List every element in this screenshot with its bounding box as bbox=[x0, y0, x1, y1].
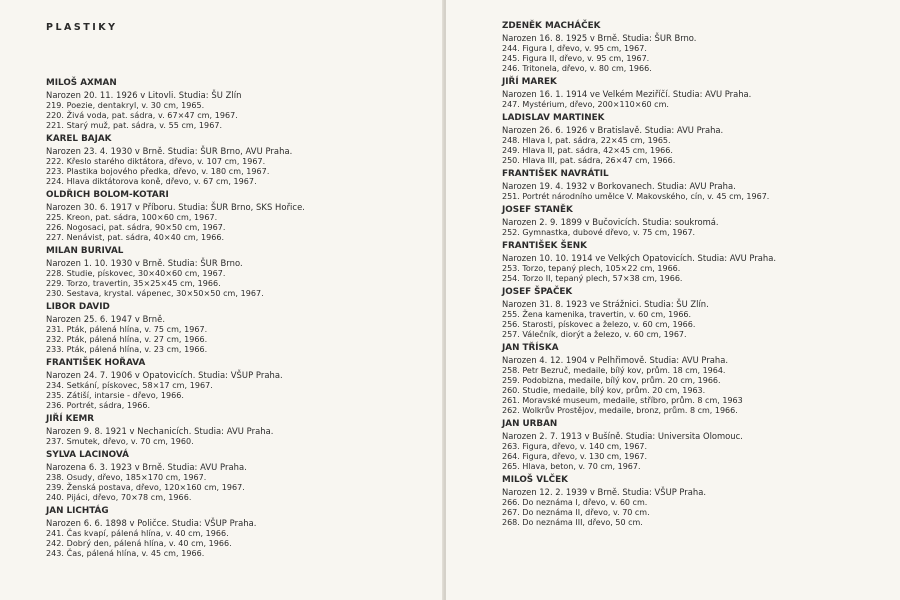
artist-entry bbox=[46, 245, 434, 299]
artist-entry bbox=[46, 77, 434, 131]
artist-entry bbox=[502, 240, 890, 284]
artwork-item: 235. Zátiší, intarsie - dřevo, 1966. bbox=[46, 391, 185, 400]
artist-bio: Narozen 9. 8. 1921 v Nechanicích. Studia: AVU Praha. bbox=[46, 426, 274, 436]
artwork-item: 221. Starý muž, pat. sádra, v. 55 cm, 1967. bbox=[46, 121, 223, 130]
artwork-item: 238. Osudy, dřevo, 185×170 cm, 1967. bbox=[46, 473, 207, 482]
artwork-item: 232. Pták, pálená hlína, v. 27 cm, 1966. bbox=[46, 335, 208, 344]
artwork-item: 248. Hlava I, pat. sádra, 22×45 cm, 1965. bbox=[502, 136, 671, 145]
artist-entry bbox=[502, 474, 890, 528]
artwork-item: 264. Figura, dřevo, v. 130 cm, 1967. bbox=[502, 452, 648, 461]
artist-bio: Narozen 4. 12. 1904 v Pelhřimově. Studia: AVU Praha. bbox=[502, 355, 729, 365]
artist-bio: Narozen 16. 1. 1914 ve Velkém Meziříčí. Studia: AVU Praha. bbox=[502, 89, 752, 99]
artist-entry bbox=[46, 449, 434, 503]
artwork-item: 237. Smutek, dřevo, v. 70 cm, 1960. bbox=[46, 437, 194, 446]
artwork-item: 265. Hlava, beton, v. 70 cm, 1967. bbox=[502, 462, 641, 471]
artwork-item: 240. Pijáci, dřevo, 70×78 cm, 1966. bbox=[46, 493, 192, 502]
artist-entry bbox=[502, 168, 890, 202]
artist-name: FRANTIŠEK HOŘAVA bbox=[46, 358, 146, 368]
artwork-item: 229. Torzo, travertin, 35×25×45 cm, 1966. bbox=[46, 279, 221, 288]
artwork-item: 239. Ženská postava, dřevo, 120×160 cm, 1967. bbox=[46, 483, 245, 492]
artwork-item: 227. Nenávist, pat. sádra, 40×40 cm, 1966. bbox=[46, 233, 225, 242]
artist-name: ZDENĚK MACHÁČEK bbox=[502, 21, 601, 31]
artist-name: JIŘÍ MAREK bbox=[502, 77, 557, 87]
artwork-item: 244. Figura I, dřevo, v. 95 cm, 1967. bbox=[502, 44, 647, 53]
artist-entry bbox=[46, 505, 434, 559]
artwork-item: 254. Torzo II, tepaný plech, 57×38 cm, 1966. bbox=[502, 274, 683, 283]
artist-entry bbox=[502, 286, 890, 340]
artwork-item: 262. Wolkrův Prostějov, medaile, bronz, prům. 8 cm, 1966. bbox=[502, 406, 738, 415]
artwork-item: 243. Čas, pálená hlína, v. 45 cm, 1966. bbox=[46, 549, 205, 558]
artwork-item: 251. Portrét národního umělce V. Makovského, cín, v. 45 cm, 1967. bbox=[502, 192, 770, 201]
artist-name: JAN TŘÍSKA bbox=[502, 343, 559, 353]
artwork-item: 228. Studie, pískovec, 30×40×60 cm, 1967. bbox=[46, 269, 226, 278]
artwork-item: 225. Kreon, pat. sádra, 100×60 cm, 1967. bbox=[46, 213, 218, 222]
artwork-item: 257. Válečník, diorýt a železo, v. 60 cm, 1967. bbox=[502, 330, 687, 339]
artist-entry bbox=[46, 133, 434, 187]
artist-bio: Narozen 30. 6. 1917 v Příboru. Studia: ŠUR Brno, SKS Hořice. bbox=[46, 202, 306, 212]
artist-name: LADISLAV MARTINEK bbox=[502, 113, 605, 123]
artist-bio: Narozen 23. 4. 1930 v Brně. Studia: ŠUR Brno, AVU Praha. bbox=[46, 146, 293, 156]
artist-bio: Narozen 12. 2. 1939 v Brně. Studia: VŠUP Praha. bbox=[502, 487, 706, 497]
artwork-item: 224. Hlava diktátorova koně, dřevo, v. 67 cm, 1967. bbox=[46, 177, 257, 186]
artist-name: FRANTIŠEK ŠENK bbox=[502, 241, 587, 251]
right-artist-list bbox=[502, 20, 890, 528]
artist-bio: Narozen 10. 10. 1914 ve Velkých Opatovicích. Studia: AVU Praha. bbox=[502, 253, 777, 263]
artwork-item: 268. Do neznáma III, dřevo, 50 cm. bbox=[502, 518, 643, 527]
artist-bio: Narozen 25. 6. 1947 v Brně. bbox=[46, 314, 166, 324]
artist-name: MILOŠ VLČEK bbox=[502, 475, 568, 485]
artwork-item: 250. Hlava III, pat. sádra, 26×47 cm, 1966. bbox=[502, 156, 676, 165]
artwork-item: 261. Moravské museum, medaile, stříbro, prům. 8 cm, 1963 bbox=[502, 396, 743, 405]
artwork-item: 246. Tritonela, dřevo, v. 80 cm, 1966. bbox=[502, 64, 652, 73]
artist-bio: Narozen 2. 7. 1913 v Bušíně. Studia: Universita Olomouc. bbox=[502, 431, 743, 441]
artist-entry bbox=[46, 301, 434, 355]
artist-name: JAN URBAN bbox=[502, 419, 558, 429]
artwork-item: 233. Pták, pálená hlína, v. 23 cm, 1966. bbox=[46, 345, 208, 354]
artist-name: MILAN BURIVAL bbox=[46, 246, 124, 256]
left-page bbox=[0, 0, 444, 600]
artwork-item: 267. Do neznáma II, dřevo, v. 70 cm. bbox=[502, 508, 650, 517]
artist-bio: Narozen 24. 7. 1906 v Opatovicích. Studia: VŠUP Praha. bbox=[46, 370, 283, 380]
artist-name: SYLVA LACINOVÁ bbox=[46, 450, 129, 460]
artwork-item: 236. Portrét, sádra, 1966. bbox=[46, 401, 151, 410]
left-artist-list bbox=[46, 77, 434, 559]
artist-name: JOSEF ŠPAČEK bbox=[502, 287, 573, 297]
artist-bio: Narozen 2. 9. 1899 v Bučovicích. Studia: soukromá. bbox=[502, 217, 719, 227]
artwork-item: 230. Sestava, krystal. vápenec, 30×50×50 cm, 1967. bbox=[46, 289, 264, 298]
artwork-item: 256. Starosti, pískovec a železo, v. 60 cm, 1966. bbox=[502, 320, 696, 329]
artist-bio: Narozen 6. 6. 1898 v Poličce. Studia: VŠUP Praha. bbox=[46, 518, 257, 528]
artwork-item: 259. Podobizna, medaile, bílý kov, prům. 20 cm, 1966. bbox=[502, 376, 721, 385]
artwork-item: 258. Petr Bezruč, medaile, bílý kov, prům. 18 cm, 1964. bbox=[502, 366, 726, 375]
artwork-item: 220. Živá voda, pat. sádra, v. 67×47 cm, 1967. bbox=[46, 111, 238, 120]
artwork-item: 242. Dobrý den, pálená hlína, v. 40 cm, 1966. bbox=[46, 539, 232, 548]
artist-entry bbox=[502, 20, 890, 74]
artwork-item: 231. Pták, pálená hlína, v. 75 cm, 1967. bbox=[46, 325, 208, 334]
artwork-item: 249. Hlava II, pat. sádra, 42×45 cm, 1966. bbox=[502, 146, 673, 155]
artist-entry bbox=[502, 112, 890, 166]
artwork-item: 234. Setkání, pískovec, 58×17 cm, 1967. bbox=[46, 381, 213, 390]
artist-name: MILOŠ AXMAN bbox=[46, 78, 117, 88]
artist-name: FRANTIŠEK NAVRÁTIL bbox=[502, 169, 609, 179]
artwork-item: 255. Žena kamenika, travertin, v. 60 cm, 1966. bbox=[502, 310, 692, 319]
artwork-item: 219. Poezie, dentakryl, v. 30 cm, 1965. bbox=[46, 101, 205, 110]
artist-name: JIŘÍ KEMR bbox=[46, 414, 95, 424]
artist-bio: Narozen 16. 8. 1925 v Brně. Studia: ŠUR Brno. bbox=[502, 33, 697, 43]
artist-entry bbox=[502, 342, 890, 416]
artist-name: LIBOR DAVID bbox=[46, 302, 110, 312]
artist-entry bbox=[46, 357, 434, 411]
artist-bio: Narozena 6. 3. 1923 v Brně. Studia: AVU Praha. bbox=[46, 462, 247, 472]
artist-name: JOSEF STANĚK bbox=[502, 205, 573, 215]
artwork-item: 226. Nogosaci, pat. sádra, 90×50 cm, 1967. bbox=[46, 223, 226, 232]
artist-bio: Narozen 26. 6. 1926 v Bratislavě. Studia: AVU Praha. bbox=[502, 125, 724, 135]
artist-entry bbox=[502, 204, 890, 238]
artist-name: OLDŘICH BOLOM-KOTARI bbox=[46, 190, 169, 200]
artwork-item: 223. Plastika bojového předka, dřevo, v. 180 cm, 1967. bbox=[46, 167, 270, 176]
artist-bio: Narozen 20. 11. 1926 v Litovli. Studia: ŠU Zlín bbox=[46, 90, 242, 100]
artwork-item: 241. Čas kvapí, pálená hlína, v. 40 cm, 1966. bbox=[46, 529, 229, 538]
section-title: PLASTIKY bbox=[46, 22, 118, 33]
artist-bio: Narozen 19. 4. 1932 v Borkovanech. Studia: AVU Praha. bbox=[502, 181, 736, 191]
artist-entry bbox=[46, 413, 434, 447]
artist-entry bbox=[46, 189, 434, 243]
artist-bio: Narozen 1. 10. 1930 v Brně. Studia: ŠUR Brno. bbox=[46, 258, 243, 268]
artist-name: JAN LICHTÁG bbox=[46, 506, 109, 516]
artist-name: KAREL BAJAK bbox=[46, 134, 112, 144]
artwork-item: 222. Křeslo starého diktátora, dřevo, v. 107 cm, 1967. bbox=[46, 157, 266, 166]
artwork-item: 263. Figura, dřevo, v. 140 cm, 1967. bbox=[502, 442, 648, 451]
artwork-item: 260. Studie, medaile, bílý kov, prům. 20 cm, 1963. bbox=[502, 386, 706, 395]
artwork-item: 266. Do neznáma I, dřevo, v. 60 cm. bbox=[502, 498, 648, 507]
artwork-item: 252. Gymnastka, dubové dřevo, v. 75 cm, 1967. bbox=[502, 228, 696, 237]
artwork-item: 247. Mystérium, dřevo, 200×110×60 cm. bbox=[502, 100, 669, 109]
artwork-item: 253. Torzo, tepaný plech, 105×22 cm, 1966. bbox=[502, 264, 681, 273]
right-page bbox=[446, 0, 900, 600]
artist-entry bbox=[502, 76, 890, 110]
artwork-item: 245. Figura II, dřevo, v. 95 cm, 1967. bbox=[502, 54, 650, 63]
artist-entry bbox=[502, 418, 890, 472]
artist-bio: Narozen 31. 8. 1923 ve Strážnici. Studia: ŠU Zlín. bbox=[502, 299, 709, 309]
